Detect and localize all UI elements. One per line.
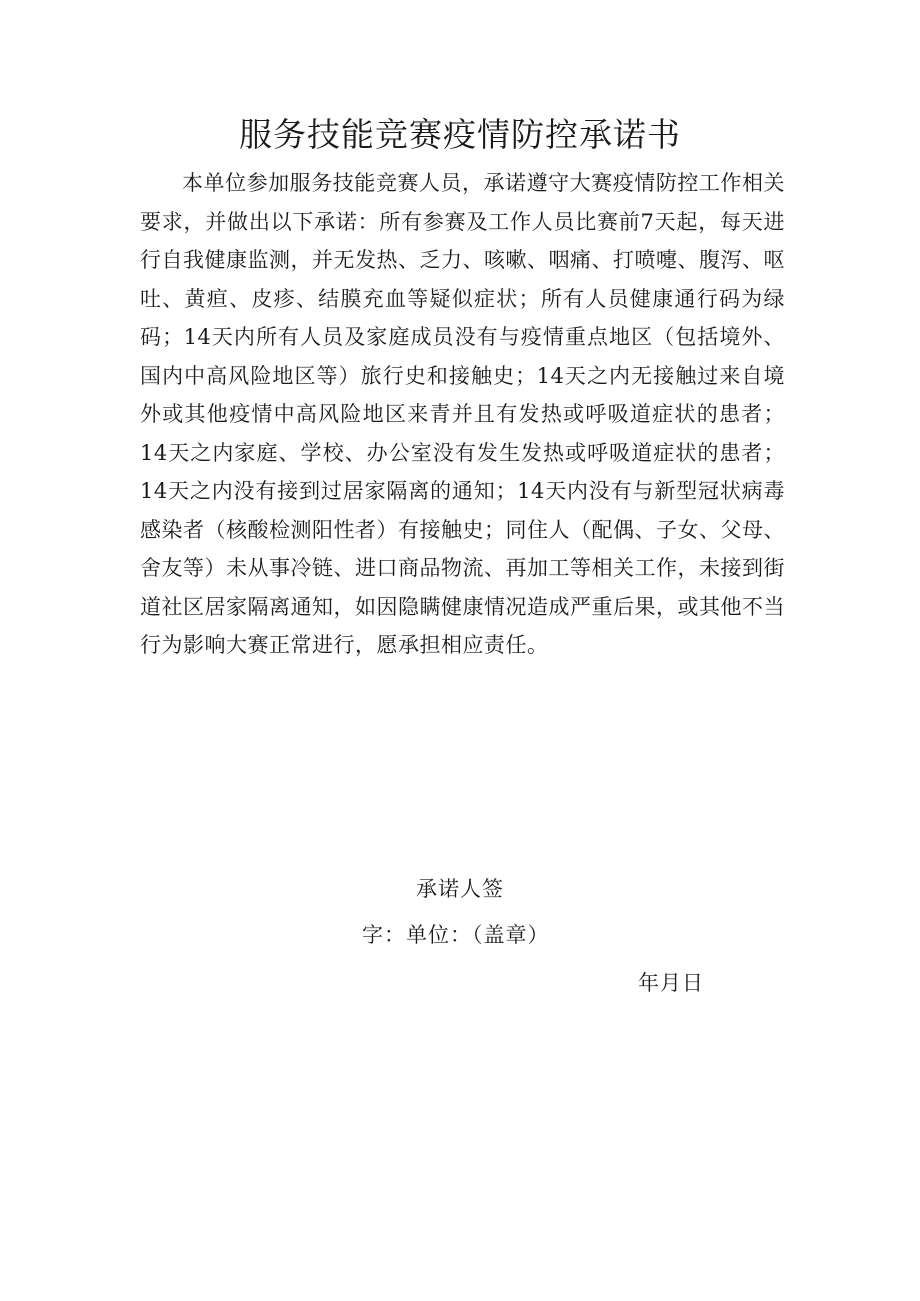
commitment-body: 本单位参加服务技能竞赛人员，承诺遵守大赛疫情防控工作相关要求，并做出以下承诺：所有参赛及工作人员比赛前7天起，每天进行自我健康监测，并无发热、乏力、咳嗽、咽痛、打喷嚏、腹泻、呕吐、黄疸、皮疹、结膜充血等疑似症状；所有人员健康通行码为绿码；14天内所有人员及家庭成员没有与疫情重点地区（包括境外、国内中高风险地区等）旅行史和接触史；14天之内无接触过来自境外或其他疫情中高风险地区来青并且有发热或呼吸道症状的患者；14天之内家庭、学校、办公室没有发生发热或呼吸道症状的患者；14天之内没有接到过居家隔离的通知；14天内没有与新型冠状病毒感染者（核酸检测阳性者）有接触史；同住人（配偶、子女、父母、舍友等）未从事冷链、进口商品物流、再加工等相关工作，未接到街道社区居家隔离通知，如因隐瞒健康情况造成严重后果，或其他不当行为影响大赛正常进行，愿承担相应责任。 xyxy=(140,171,785,657)
signature-date: 年月日 xyxy=(638,971,704,995)
document-title: 服务技能竞赛疫情防控承诺书 xyxy=(239,115,681,154)
signature-label: 承诺人签 xyxy=(416,877,504,901)
signature-unit-seal: 字：单位：（盖章） xyxy=(362,923,550,947)
